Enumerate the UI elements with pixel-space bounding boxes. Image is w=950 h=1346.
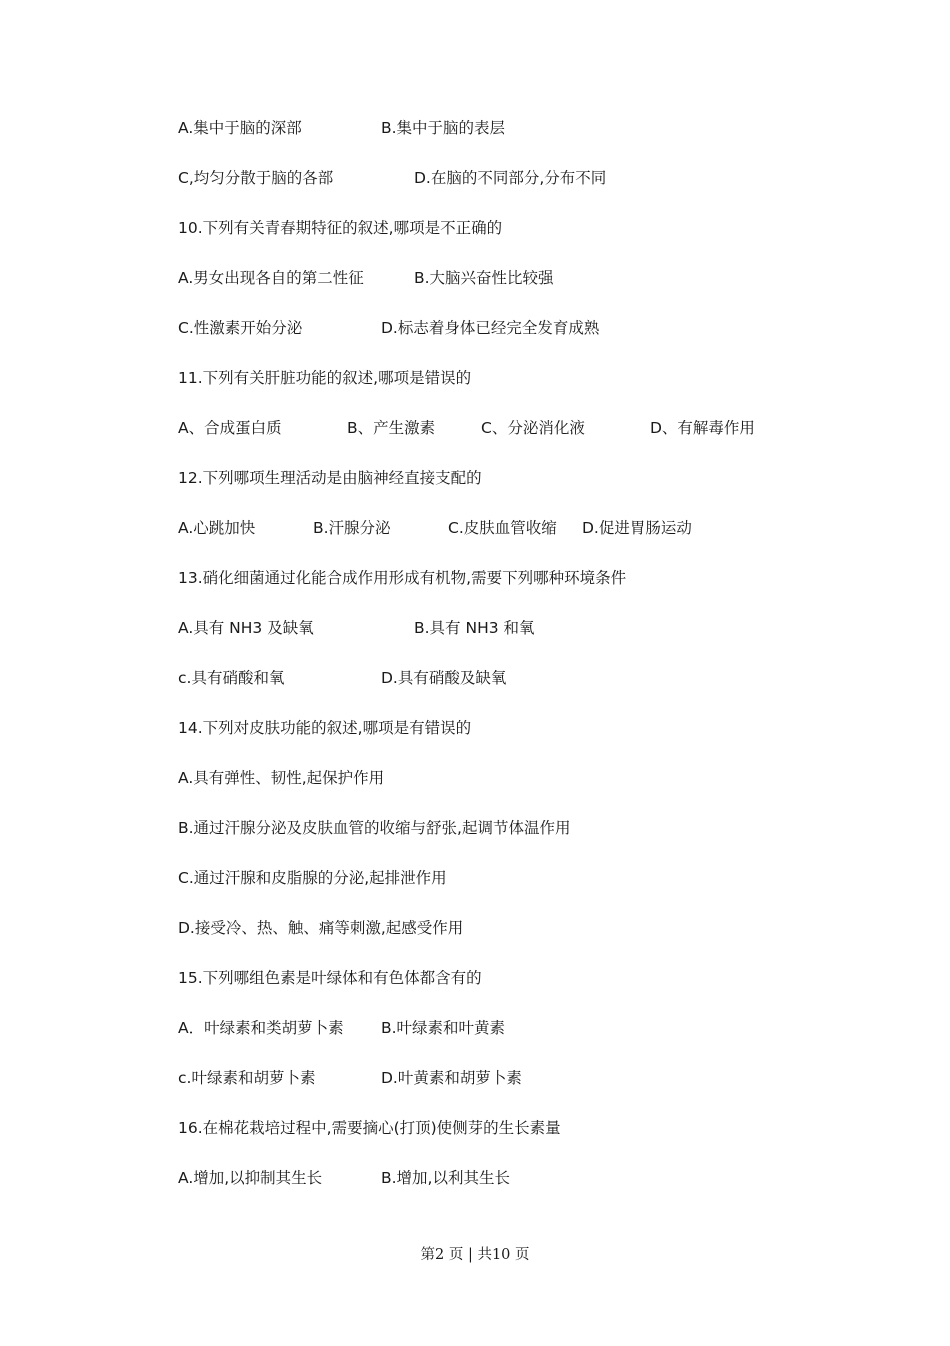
option-a: A.具有 NH3 及缺氧 xyxy=(178,619,314,637)
question-14-option-d-row xyxy=(0,915,950,941)
option-d: D.标志着身体已经完全发育成熟 xyxy=(381,319,600,337)
option-b: B、产生激素 xyxy=(347,419,436,437)
page-number-footer: 第2 页 | 共10 页 xyxy=(420,1247,530,1263)
option-c: C.皮肤血管收缩 xyxy=(448,519,557,537)
option-d: D.促进胃肠运动 xyxy=(582,519,692,537)
question-text: 10.下列有关青春期特征的叙述,哪项是不正确的 xyxy=(178,219,503,237)
option-c: C.通过汗腺和皮脂腺的分泌,起排泄作用 xyxy=(178,869,447,887)
question-10-options-ab xyxy=(0,265,950,291)
question-10-options-cd xyxy=(0,315,950,341)
option-a: A.具有弹性、韧性,起保护作用 xyxy=(178,769,385,787)
question-15-options-ab xyxy=(0,1015,950,1041)
question-text: 14.下列对皮肤功能的叙述,哪项是有错误的 xyxy=(178,719,472,737)
question-13-stem xyxy=(0,565,950,591)
option-d: D、有解毒作用 xyxy=(650,419,755,437)
option-a: A、合成蛋白质 xyxy=(178,419,282,437)
option-c: c.叶绿素和胡萝卜素 xyxy=(178,1069,316,1087)
question-text: 13.硝化细菌通过化能合成作用形成有机物,需要下列哪种环境条件 xyxy=(178,569,627,587)
question-16-options-ab xyxy=(0,1165,950,1191)
question-10-stem xyxy=(0,215,950,241)
question-13-options-cd xyxy=(0,665,950,691)
question-14-stem xyxy=(0,715,950,741)
option-a: A.集中于脑的深部 xyxy=(178,119,302,137)
question-12-stem xyxy=(0,465,950,491)
option-d: D.在脑的不同部分,分布不同 xyxy=(414,169,607,187)
question-11-stem xyxy=(0,365,950,391)
option-b: B.叶绿素和叶黄素 xyxy=(381,1019,506,1037)
question-14-option-b-row xyxy=(0,815,950,841)
option-c: C,均匀分散于脑的各部 xyxy=(178,169,334,187)
option-d: D.叶黄素和胡萝卜素 xyxy=(381,1069,522,1087)
option-b: B.集中于脑的表层 xyxy=(381,119,506,137)
question-14-option-a-row xyxy=(0,765,950,791)
question-9-options-cd xyxy=(0,165,950,191)
option-a: A.心跳加快 xyxy=(178,519,256,537)
option-c: c.具有硝酸和氧 xyxy=(178,669,285,687)
option-a: A．叶绿素和类胡萝卜素 xyxy=(178,1019,344,1037)
question-16-stem xyxy=(0,1115,950,1141)
option-d: D.具有硝酸及缺氧 xyxy=(381,669,507,687)
question-text: 12.下列哪项生理活动是由脑神经直接支配的 xyxy=(178,469,482,487)
option-c: C.性激素开始分泌 xyxy=(178,319,303,337)
question-14-option-c-row xyxy=(0,865,950,891)
option-b: B.增加,以利其生长 xyxy=(381,1169,510,1187)
question-12-options xyxy=(0,515,950,541)
question-15-stem xyxy=(0,965,950,991)
question-text: 11.下列有关肝脏功能的叙述,哪项是错误的 xyxy=(178,369,472,387)
option-a: A.男女出现各自的第二性征 xyxy=(178,269,364,287)
option-b: B.汗腺分泌 xyxy=(313,519,391,537)
question-15-options-cd xyxy=(0,1065,950,1091)
option-b: B.大脑兴奋性比较强 xyxy=(414,269,554,287)
option-b: B.通过汗腺分泌及皮肤血管的收缩与舒张,起调节体温作用 xyxy=(178,819,571,837)
question-text: 15.下列哪组色素是叶绿体和有色体都含有的 xyxy=(178,969,482,987)
question-text: 16.在棉花栽培过程中,需要摘心(打顶)使侧芽的生长素量 xyxy=(178,1119,561,1137)
question-11-options xyxy=(0,415,950,441)
option-c: C、分泌消化液 xyxy=(481,419,585,437)
option-d: D.接受冷、热、触、痛等刺激,起感受作用 xyxy=(178,919,464,937)
question-13-options-ab xyxy=(0,615,950,641)
question-9-options-ab xyxy=(0,115,950,141)
option-a: A.增加,以抑制其生长 xyxy=(178,1169,323,1187)
option-b: B.具有 NH3 和氧 xyxy=(414,619,535,637)
